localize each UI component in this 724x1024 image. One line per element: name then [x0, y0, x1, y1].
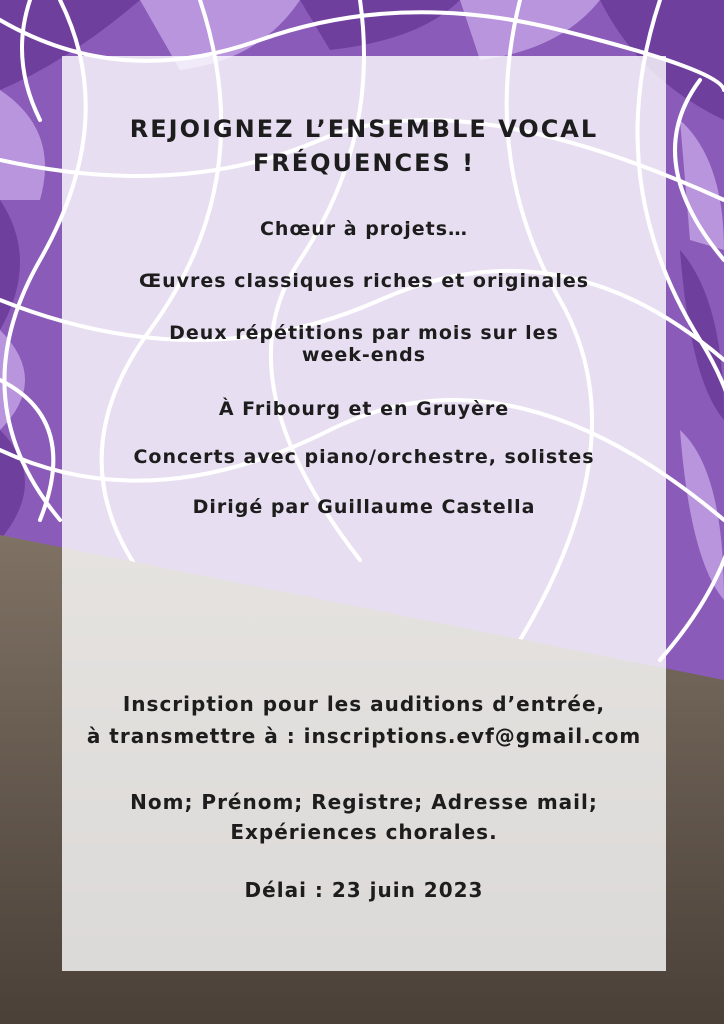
- required-fields-line-1: Nom; Prénom; Registre; Adresse mail;: [130, 790, 598, 814]
- feature-choir-projects: Chœur à projets…: [259, 218, 469, 240]
- feature-location: À Fribourg et en Gruyère: [218, 398, 510, 420]
- feature-concerts: Concerts avec piano/orchestre, solistes: [133, 446, 595, 468]
- feature-rehearsals-line-1: Deux répétitions par mois sur les: [169, 322, 559, 344]
- registration-line-1: Inscription pour les auditions d’entrée,: [122, 692, 606, 716]
- title-line-1: REJOIGNEZ L’ENSEMBLE VOCAL: [129, 115, 599, 143]
- deadline: Délai : 23 juin 2023: [244, 878, 484, 902]
- registration-email-line: à transmettre à : inscriptions.evf@gmail.com: [86, 724, 642, 748]
- feature-conductor: Dirigé par Guillaume Castella: [192, 496, 536, 518]
- title-line-2: FRÉQUENCES !: [252, 149, 476, 177]
- required-fields-line-2: Expériences chorales.: [230, 820, 498, 844]
- poster-title: [62, 112, 666, 180]
- feature-rehearsals-line-2: week-ends: [301, 344, 427, 366]
- feature-classical-works: Œuvres classiques riches et originales: [138, 270, 590, 292]
